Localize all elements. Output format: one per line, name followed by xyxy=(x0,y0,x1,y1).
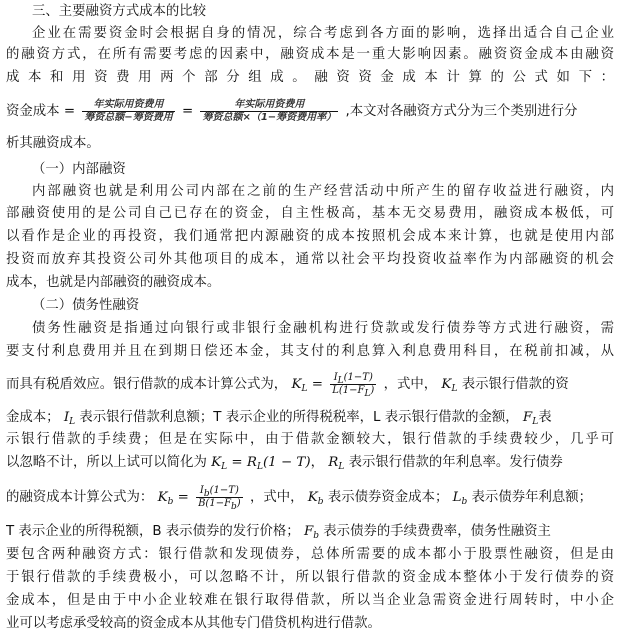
intro-line-1: 企业在需要资金时会根据自身的情况，综合考虑到各方面的影响，选择出适合自己企业 xyxy=(32,26,614,41)
formula-denominator-1: 筹资总额−筹资费用 xyxy=(84,111,173,123)
bank-loan-numerator: $I_L(1-T)$ xyxy=(330,372,376,385)
sub2-line-7-text-b: ，式中， xyxy=(249,490,304,505)
sub2-line-11: 金成本，但是由于中小企业较难在银行取得借款，所以当企业急需资金进行周转时，中小企 xyxy=(6,593,614,608)
formula-fraction-1 xyxy=(82,99,174,124)
section-title: 三、主要融资方式成本的比较 xyxy=(32,4,207,19)
symbol-Lb: $L_b$ xyxy=(452,490,468,507)
bond-formula: $K_b$ = xyxy=(157,490,194,507)
symbol-RL: $R_L$ xyxy=(328,455,345,472)
sub2-line-6-text-b: 表示银行借款的年利息率。发行债券 xyxy=(348,455,563,470)
sub2-line-2: 要支付利息费用并且在到期日偿还本金，其支付的利息算入利息费用科目，在税前扣减，从 xyxy=(6,344,614,359)
formula-numerator-1: 年实际用资费用 xyxy=(82,99,174,112)
sub1-line-3: 以看作是企业的再投资，我们通常把内源融资的成本按照机会成本来计算，也就是使用内部 xyxy=(6,229,614,244)
bond-denominator: $B(1-F_b)$ xyxy=(198,497,241,512)
formula-fraction-2 xyxy=(200,99,338,124)
intro-line-2: 的融资方式，在所有需要考虑的因素中，融资成本是一重大影响因素。融资资金成本由融资 xyxy=(6,47,614,62)
formula-denominator-2: 筹资总额×（1−筹资费用率） xyxy=(202,111,337,123)
formula-tail-2: 析其融资成本。 xyxy=(6,136,100,151)
sub2-line-3-text-a: 而具有税盾效应。银行借款的成本计算公式为， xyxy=(6,377,288,392)
bond-numerator: $I_b(1-T)$ xyxy=(196,485,243,498)
sub2-line-8 xyxy=(6,522,614,542)
sub2-line-6: 以忽略不计，所以上试可以简化为 $K_L = R_L(1 - T)$， $R_L$ 表示银行借款的年利息率。发行债券 xyxy=(6,455,563,472)
symbol-IL: $I_L$ xyxy=(63,410,76,427)
bank-loan-denominator: $L(1-F_L)$ xyxy=(332,384,375,399)
sub2-line-4-text-a: 金成本； xyxy=(6,410,60,425)
sub2-line-7-text-d: 表示债券年利息额； xyxy=(471,490,593,505)
bank-loan-fraction xyxy=(330,372,376,397)
formula-label: 资金成本 = xyxy=(6,104,76,119)
subsection-2-title: （二）债务性融资 xyxy=(32,298,140,313)
formula-numerator-2: 年实际用资费用 xyxy=(200,99,338,112)
sub2-line-4: 金成本； $I_L$ 表示银行借款利息额；T 表示企业的所得税税率，L 表示银行借款的金额， $F_L$表 xyxy=(6,410,552,427)
sub2-line-1: 债务性融资是指通过向银行或非银行金融机构进行贷款或发行债券等方式进行融资，需 xyxy=(32,321,614,336)
symbol-FL: $F_L$ xyxy=(522,410,539,427)
sub2-line-4-text-b: 表示银行借款利息额；T 表示企业的所得税税率，L 表示银行借款的金额， xyxy=(79,410,519,425)
sub1-line-4: 投资而放弃其投资公司外其他项目的成本，通常以社会平均投资收益率作为内部融资的机会 xyxy=(6,252,614,267)
sub2-line-12: 业可以考虑承受较高的资金成本从其他专门借贷机构进行借款。 xyxy=(6,616,381,631)
simplified-formula: $K_L = R_L(1 - T)$ xyxy=(211,455,311,472)
sub2-line-6-text-a: 以忽略不计，所以上试可以简化为 xyxy=(6,455,207,470)
sub2-line-10: 于银行借款的手续费极小，可以忽略不计，所以银行借款的资金成本整体小于发行债券的资 xyxy=(6,570,614,585)
intro-line-3: 成本和用资费用两个部分组成。融资资金成本计算的公式如下： xyxy=(6,70,614,85)
sub2-line-5: 示银行借款的手续费；但是在实际中，由于借款金额较大，银行借款的手续费较少，几乎可 xyxy=(6,432,614,447)
bond-fraction xyxy=(196,485,243,510)
sub2-line-7-text-a: 的融资成本计算公式为： xyxy=(6,490,154,505)
sub2-line-3-text-b: ，式中， xyxy=(383,377,438,392)
sub2-line-8-text-b: 表示债券的手续费费率，债务性融资主 xyxy=(323,524,551,539)
bank-loan-formula: $K_L$ = xyxy=(291,377,328,394)
sub2-line-3 xyxy=(6,370,614,400)
sub2-line-8-text-a: T 表示企业的所得税额，B 表示债券的发行价格； xyxy=(6,524,300,539)
symbol-Kb: $K_b$ xyxy=(307,490,324,507)
sub1-line-5: 成本，也就是内部融资的融资成本。 xyxy=(6,275,221,290)
sub2-line-3-text-c: 表示银行借款的资 xyxy=(461,377,569,392)
symbol-KL: $K_L$ xyxy=(441,377,458,394)
formula-equals: = xyxy=(181,104,194,119)
formula-tail: ,本文对各融资方式分为三个类别进行分 xyxy=(345,104,578,119)
sub2-line-7 xyxy=(6,483,614,513)
capital-cost-formula xyxy=(6,97,614,127)
sub1-line-1: 内部融资也就是利用公司内部在之前的生产经营活动中所产生的留存收益进行融资，内 xyxy=(32,184,614,199)
subsection-1-title: （一）内部融资 xyxy=(32,162,126,177)
sub2-line-9: 要包含两种融资方式：银行借款和发现债券，总体所需要的成本都小于股票性融资，但是由 xyxy=(6,547,614,562)
symbol-Fb: $F_b$ xyxy=(303,524,320,541)
sub2-line-7-text-c: 表示债券资金成本； xyxy=(327,490,449,505)
sub1-line-2: 部融资使用的是公司自己已存在的资金，自主性极高，基本无交易费用，融资成本极低，可 xyxy=(6,206,614,221)
